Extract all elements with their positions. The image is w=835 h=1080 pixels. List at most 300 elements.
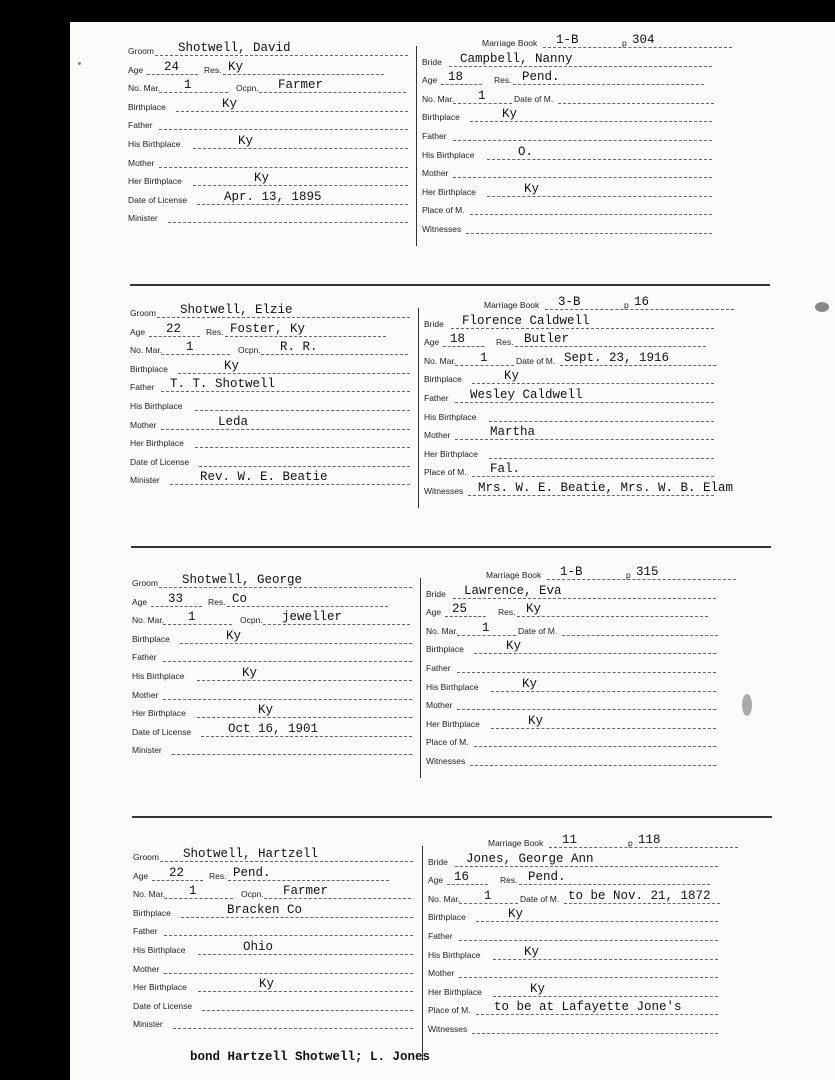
field-label: Res. — [209, 870, 227, 881]
field-label: Age — [130, 326, 146, 337]
page-label: p — [628, 838, 633, 848]
field-label: His Birthplace — [132, 671, 185, 681]
field-label: Ocpn. — [240, 615, 263, 626]
field-underline — [259, 92, 406, 93]
field-underline — [558, 103, 714, 104]
groom-res-value: Co — [232, 591, 248, 606]
bride-birthplace-value: Ky — [504, 369, 520, 384]
bride-row-herbp — [426, 713, 726, 731]
field-label: Res. — [206, 326, 224, 337]
field-underline — [157, 317, 410, 318]
field-underline — [261, 354, 408, 355]
field-label: Marriage Book — [482, 38, 538, 48]
bride-row-herbp — [422, 181, 722, 199]
field-label: Mother — [128, 157, 155, 168]
field-label: Bride — [424, 318, 444, 329]
field-underline — [199, 466, 410, 467]
field-underline — [197, 717, 412, 718]
groom-name-value: Shotwell, George — [182, 573, 303, 587]
field-underline — [228, 880, 389, 881]
field-underline — [173, 1028, 413, 1029]
bride-row-bride — [426, 583, 726, 601]
field-underline — [163, 699, 412, 700]
groom-row-groom — [128, 40, 428, 58]
bride-book-value: 11 — [562, 833, 578, 847]
bride-row-father — [428, 925, 728, 943]
bride-row-book — [422, 32, 722, 50]
field-underline — [155, 55, 408, 56]
field-label: Father — [428, 931, 453, 941]
field-underline — [164, 898, 233, 899]
field-underline — [198, 991, 413, 992]
bride-birthplace-value: Ky — [506, 639, 522, 654]
groom-ocpn-value: Farmer — [283, 884, 329, 899]
field-underline — [163, 624, 232, 625]
field-label: No. Mar. — [133, 889, 166, 900]
field-underline — [202, 1010, 413, 1011]
groom-row-nomar — [133, 883, 433, 901]
field-label: Father — [132, 652, 157, 663]
field-label: Age — [133, 870, 149, 881]
bride-row-herbp — [424, 443, 724, 461]
groom-age-value: 22 — [166, 321, 182, 336]
bride-book-value: 3-B — [558, 295, 581, 309]
field-underline — [168, 222, 408, 223]
groom-date-of-license-value: Apr. 13, 1895 — [224, 189, 322, 204]
groom-his-birthplace-value: Ky — [238, 134, 254, 148]
field-underline — [489, 458, 714, 459]
field-label: Her Birthplace — [424, 448, 478, 459]
groom-row-bp — [130, 358, 430, 376]
page-label: p — [624, 300, 629, 310]
field-label: Father — [426, 663, 451, 673]
field-underline — [449, 66, 712, 67]
field-underline — [447, 884, 488, 885]
field-underline — [472, 383, 714, 384]
field-label: Father — [130, 382, 155, 393]
field-underline — [493, 996, 718, 997]
bride-row-nomar — [428, 888, 728, 906]
field-underline — [178, 373, 410, 374]
field-label: Mother — [133, 963, 160, 974]
field-underline — [453, 103, 512, 104]
field-label: Age — [128, 64, 144, 75]
bride-row-herbp — [428, 981, 728, 999]
field-label: Her Birthplace — [428, 986, 482, 997]
field-label: Father — [133, 926, 158, 937]
groom-birthplace-value: Ky — [224, 358, 240, 373]
field-underline — [151, 606, 202, 607]
groom-his-birthplace-value: Ky — [242, 666, 258, 680]
groom-date-of-license-value: Oct 16, 1901 — [228, 721, 319, 736]
field-underline — [455, 402, 714, 403]
field-underline — [457, 672, 716, 673]
field-underline — [159, 92, 228, 93]
field-label: Date of M. — [518, 625, 558, 636]
bride-row-book — [426, 564, 726, 582]
field-underline — [459, 903, 518, 904]
field-underline — [149, 336, 200, 337]
bride-birthplace-value: Ky — [502, 107, 518, 122]
bride-no-mar-value: 1 — [484, 888, 492, 903]
bride-row-bp — [424, 368, 724, 386]
field-label: Groom — [130, 308, 156, 318]
field-label: Place of M. — [424, 467, 467, 478]
field-underline — [159, 587, 412, 588]
bride-age-value: 25 — [452, 602, 468, 617]
bride-row-bp — [426, 638, 726, 656]
groom-her-birthplace-value: Ky — [258, 703, 274, 718]
field-label: Date of License — [130, 456, 190, 467]
groom-her-birthplace-value: Ky — [254, 171, 270, 186]
groom-no-mar-value: 1 — [188, 610, 196, 625]
field-underline — [164, 935, 413, 936]
bride-book-value: 1-B — [556, 33, 579, 47]
field-underline — [470, 214, 712, 215]
marriage-record — [70, 564, 835, 814]
bride-row-age — [424, 331, 724, 349]
groom-row-hbp — [132, 665, 432, 683]
field-label: Father — [128, 120, 153, 131]
bride-row-bride — [428, 851, 728, 869]
field-underline — [562, 635, 718, 636]
groom-res-value: Foster, Ky — [230, 321, 306, 336]
marriage-record — [70, 32, 835, 282]
bride-row-wit — [426, 750, 726, 768]
bride-page-value: 118 — [638, 833, 661, 847]
marriage-record — [70, 294, 835, 544]
field-label: Mother — [132, 689, 159, 700]
bride-age-value: 18 — [448, 70, 464, 85]
field-label: No. Mar. — [428, 893, 461, 904]
bride-mother-value: Martha — [490, 425, 536, 440]
field-label: Birthplace — [426, 644, 464, 655]
field-underline — [547, 579, 736, 580]
field-label: His Birthplace — [130, 401, 183, 411]
bride-row-hbp — [422, 144, 722, 162]
field-label: No. Mar. — [424, 355, 457, 366]
scan-speck — [78, 62, 81, 65]
groom-father-value: T. T. Shotwell — [170, 377, 276, 392]
field-underline — [193, 185, 408, 186]
field-label: Res. — [498, 607, 516, 618]
field-underline — [159, 167, 408, 168]
field-underline — [474, 653, 716, 654]
bride-place-of-m-value: Fal. — [490, 462, 521, 477]
field-label: Groom — [132, 578, 158, 588]
groom-row-dol — [128, 189, 428, 207]
field-underline — [227, 606, 388, 607]
field-underline — [457, 635, 516, 636]
field-underline — [491, 691, 716, 692]
field-label: Res. — [494, 75, 512, 86]
bride-place-of-m-value: to be at Lafayette Jone's — [494, 1000, 682, 1015]
groom-row-dol — [130, 451, 430, 469]
field-label: Place of M. — [426, 737, 469, 748]
bride-row-nomar — [422, 88, 722, 106]
field-label: Father — [424, 393, 449, 403]
bride-father-value: Wesley Caldwell — [470, 388, 583, 402]
field-label: Her Birthplace — [132, 708, 186, 719]
field-label: No. Mar. — [426, 625, 459, 636]
field-label: Witnesses — [428, 1024, 468, 1034]
bride-no-mar-value: 1 — [480, 350, 488, 365]
page-label: p — [626, 570, 631, 580]
field-label: Bride — [426, 588, 446, 599]
field-label: Res. — [500, 875, 518, 886]
record-separator — [132, 816, 772, 818]
field-underline — [161, 391, 410, 392]
field-label: Birthplace — [132, 633, 170, 644]
groom-row-mother — [130, 414, 430, 432]
field-underline — [489, 421, 714, 422]
field-underline — [441, 84, 482, 85]
field-underline — [163, 661, 412, 662]
field-underline — [161, 354, 230, 355]
bride-no-mar-value: 1 — [482, 620, 490, 635]
bride-res-value: Pend. — [522, 70, 560, 85]
field-label: No. Mar. — [132, 615, 165, 626]
field-label: Date of M. — [516, 355, 556, 366]
groom-his-birthplace-value: Ohio — [243, 940, 274, 954]
bride-age-value: 16 — [454, 870, 470, 885]
page-label: p — [622, 38, 627, 48]
field-underline — [147, 74, 198, 75]
bride-row-hbp — [428, 944, 728, 962]
field-label: Birthplace — [422, 112, 460, 123]
field-underline — [451, 328, 714, 329]
field-label: Mother — [130, 419, 157, 430]
field-underline — [443, 346, 484, 347]
field-underline — [457, 709, 716, 710]
field-underline — [172, 754, 412, 755]
field-label: Date of License — [132, 726, 192, 737]
groom-row-herbp — [128, 170, 428, 188]
groom-name-value: Shotwell, David — [178, 41, 291, 55]
field-label: Her Birthplace — [128, 176, 182, 187]
bride-name-value: Campbell, Nanny — [460, 51, 573, 66]
field-underline — [197, 204, 408, 205]
bride-row-pom — [424, 461, 724, 479]
field-label: His Birthplace — [133, 945, 186, 955]
scan-speck — [815, 302, 829, 312]
bride-row-mother — [424, 424, 724, 442]
field-underline — [225, 336, 386, 337]
bride-row-bp — [428, 906, 728, 924]
field-label: Witnesses — [422, 224, 462, 234]
groom-ocpn-value: R. R. — [280, 340, 318, 355]
field-underline — [181, 917, 413, 918]
bride-page-value: 16 — [634, 295, 650, 309]
bride-name-value: Jones, George Ann — [466, 851, 594, 866]
bride-row-mother — [428, 962, 728, 980]
field-label: His Birthplace — [422, 149, 475, 160]
groom-row-nomar — [130, 339, 430, 357]
bride-no-mar-value: 1 — [478, 88, 486, 103]
bride-name-value: Florence Caldwell — [462, 313, 590, 328]
bride-date-of-m-value: to be Nov. 21, 1872 — [568, 888, 711, 903]
bride-date-of-m-value: Sept. 23, 1916 — [564, 350, 670, 365]
field-label: Father — [422, 131, 447, 141]
field-label: Groom — [133, 852, 159, 862]
field-underline — [545, 309, 734, 310]
groom-row-mother — [133, 958, 433, 976]
groom-name-value: Shotwell, Elzie — [180, 303, 293, 317]
field-label: Age — [424, 337, 440, 348]
groom-row-dol — [132, 721, 432, 739]
field-label: Date of M. — [514, 93, 554, 104]
bride-row-mother — [422, 162, 722, 180]
field-underline — [476, 1014, 718, 1015]
field-label: Marriage Book — [484, 300, 540, 310]
bride-row-hbp — [426, 676, 726, 694]
bride-row-pom — [426, 731, 726, 749]
field-label: Groom — [128, 46, 154, 56]
field-label: Date of License — [133, 1000, 193, 1011]
field-underline — [472, 476, 714, 477]
field-underline — [180, 643, 412, 644]
bride-res-value: Butler — [524, 332, 570, 347]
groom-row-dol — [133, 995, 433, 1013]
bride-age-value: 18 — [450, 332, 466, 347]
field-label: Birthplace — [130, 363, 168, 374]
bride-row-book — [424, 294, 724, 312]
field-label: Res. — [496, 337, 514, 348]
bride-row-pom — [422, 199, 722, 217]
bride-row-hbp — [424, 406, 724, 424]
groom-row-herbp — [130, 432, 430, 450]
field-underline — [453, 140, 712, 141]
field-underline — [459, 977, 718, 978]
field-label: Age — [132, 596, 148, 607]
groom-row-father — [133, 920, 433, 938]
groom-birthplace-value: Bracken Co — [227, 902, 303, 917]
bride-row-wit — [422, 218, 722, 236]
field-label: Minister — [133, 1019, 163, 1030]
field-label: Witnesses — [426, 756, 466, 766]
field-label: Her Birthplace — [133, 982, 187, 993]
field-label: Marriage Book — [488, 838, 544, 848]
marriage-record-sheet — [70, 22, 835, 1080]
field-label: Age — [428, 875, 444, 886]
groom-no-mar-value: 1 — [184, 78, 192, 93]
groom-row-nomar — [132, 609, 432, 627]
bride-row-mother — [426, 694, 726, 712]
groom-row-age — [128, 59, 428, 77]
field-label: No. Mar. — [422, 93, 455, 104]
field-label: Ocpn. — [241, 889, 264, 900]
groom-ocpn-value: Farmer — [278, 78, 324, 93]
field-underline — [198, 954, 413, 955]
groom-row-herbp — [133, 976, 433, 994]
field-underline — [264, 898, 411, 899]
bride-row-bride — [422, 51, 722, 69]
field-underline — [455, 365, 514, 366]
field-underline — [455, 439, 714, 440]
bride-witnesses-value: Mrs. W. E. Beatie, Mrs. W. B. Elam — [478, 481, 734, 495]
field-underline — [517, 616, 708, 617]
bride-page-value: 304 — [632, 33, 655, 47]
bride-row-book — [428, 832, 728, 850]
field-label: Res. — [208, 596, 226, 607]
field-label: Her Birthplace — [130, 438, 184, 449]
field-underline — [223, 74, 384, 75]
bride-his-birthplace-value: Ky — [522, 676, 538, 691]
field-label: Birthplace — [424, 374, 462, 385]
bride-row-father — [426, 657, 726, 675]
field-label: Bride — [422, 56, 442, 67]
groom-row-bp — [133, 902, 433, 920]
field-underline — [549, 847, 738, 848]
field-underline — [493, 959, 718, 960]
field-underline — [491, 728, 716, 729]
field-label: Place of M. — [422, 205, 465, 216]
field-label: Ocpn. — [238, 345, 261, 356]
field-underline — [564, 903, 720, 904]
groom-her-birthplace-value: Ky — [259, 977, 275, 992]
scan-speck — [742, 694, 752, 716]
groom-row-bp — [128, 96, 428, 114]
field-label: Minister — [132, 745, 162, 756]
field-underline — [170, 484, 410, 485]
groom-res-value: Ky — [228, 59, 244, 74]
bride-row-bp — [422, 106, 722, 124]
groom-row-mother — [132, 684, 432, 702]
field-underline — [263, 624, 410, 625]
groom-row-nomar — [128, 77, 428, 95]
field-underline — [164, 973, 413, 974]
field-label: Mother — [424, 430, 451, 441]
bride-his-birthplace-value: O. — [518, 144, 534, 159]
field-label: Ocpn. — [236, 83, 259, 94]
groom-mother-value: Leda — [218, 414, 249, 429]
bride-row-bride — [424, 313, 724, 331]
bride-row-pom — [428, 999, 728, 1017]
field-underline — [176, 111, 408, 112]
bride-res-value: Ky — [526, 602, 542, 617]
groom-row-mother — [128, 152, 428, 170]
field-underline — [476, 921, 718, 922]
field-label: Date of License — [128, 194, 188, 205]
field-label: Her Birthplace — [426, 718, 480, 729]
groom-row-father — [128, 114, 428, 132]
groom-row-min — [132, 739, 432, 757]
field-label: His Birthplace — [128, 139, 181, 149]
groom-row-father — [130, 376, 430, 394]
field-underline — [152, 880, 203, 881]
field-label: His Birthplace — [424, 411, 477, 422]
groom-no-mar-value: 1 — [189, 884, 197, 899]
groom-age-value: 24 — [164, 59, 180, 74]
bride-her-birthplace-value: Ky — [530, 981, 546, 996]
field-label: Mother — [422, 168, 449, 179]
bride-row-father — [422, 125, 722, 143]
bride-book-value: 1-B — [560, 565, 583, 579]
bride-row-nomar — [424, 350, 724, 368]
field-underline — [193, 148, 408, 149]
bride-name-value: Lawrence, Eva — [464, 583, 562, 598]
field-underline — [161, 429, 410, 430]
bride-row-wit — [424, 480, 734, 498]
field-underline — [472, 1033, 718, 1034]
groom-row-min — [128, 207, 428, 225]
field-label: Minister — [130, 475, 160, 486]
groom-row-father — [132, 646, 432, 664]
groom-row-hbp — [133, 939, 433, 957]
field-label: Age — [422, 75, 438, 86]
field-label: Birthplace — [428, 912, 466, 923]
bride-row-age — [422, 69, 722, 87]
